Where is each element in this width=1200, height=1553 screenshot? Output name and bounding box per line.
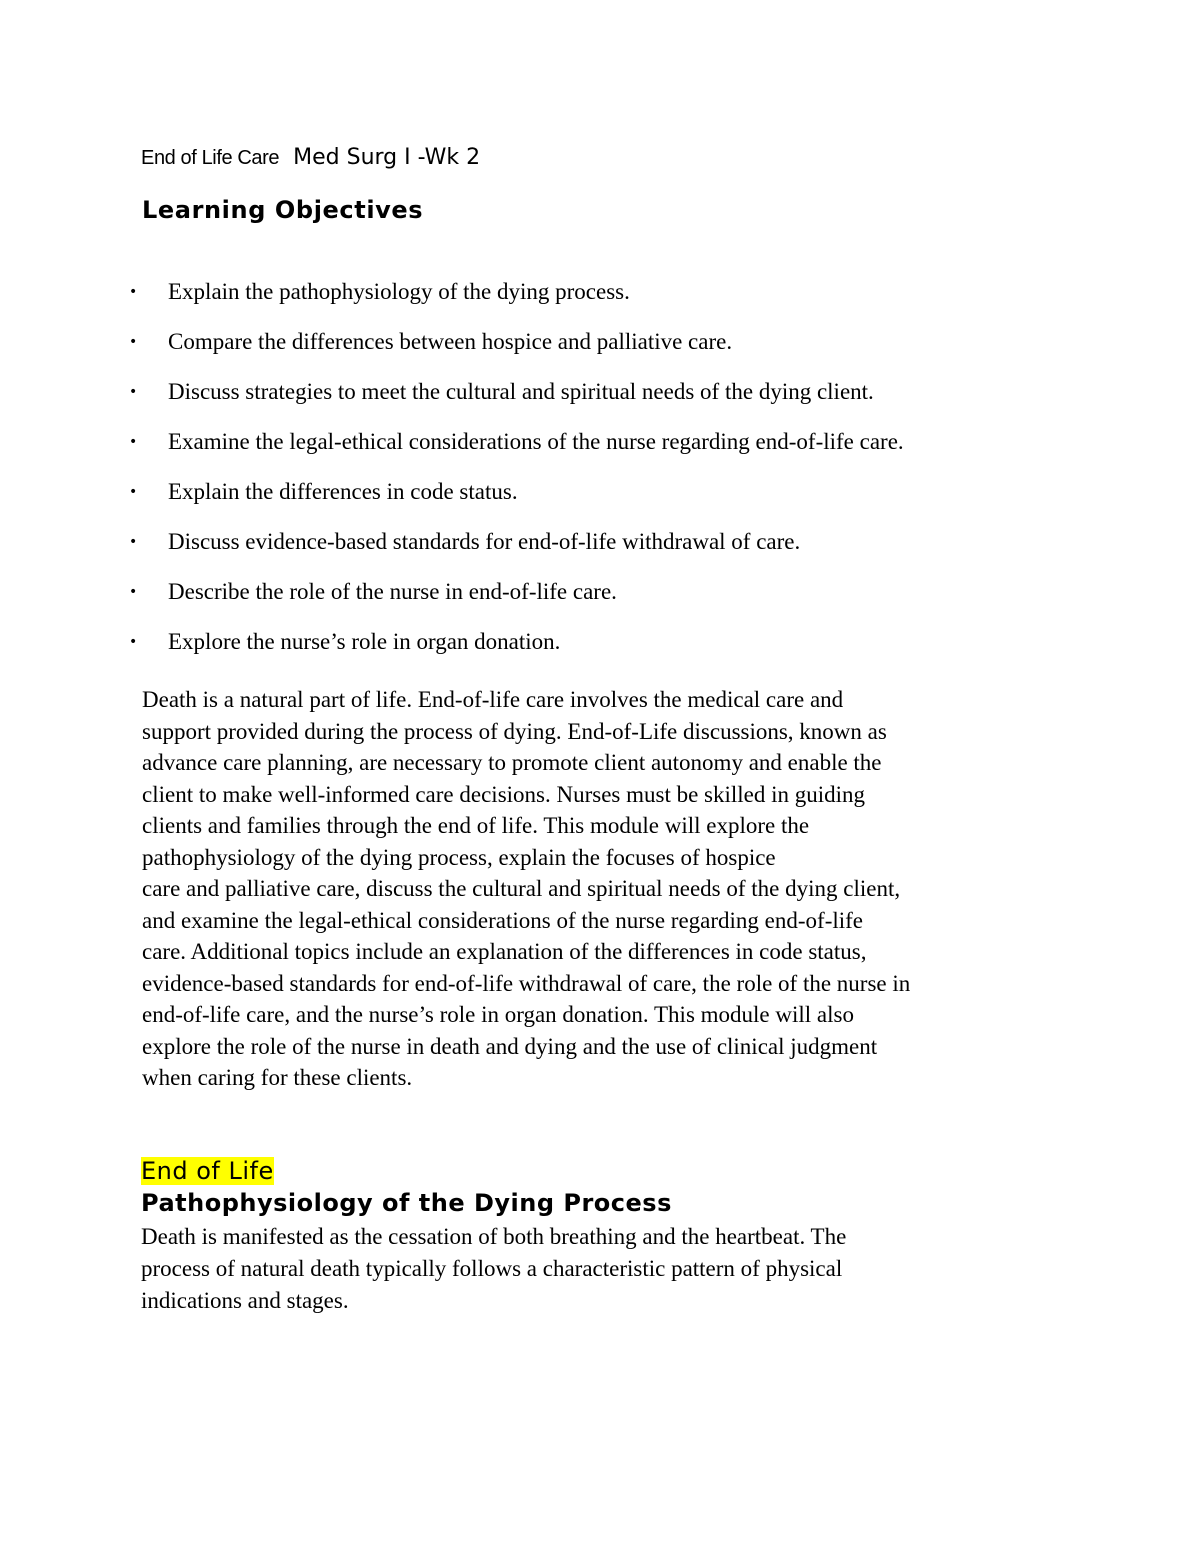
intro-paragraph [142, 684, 1072, 1094]
paragraph-line: advance care planning, are necessary to promote client autonomy and enable the [142, 750, 882, 775]
course-topic: End of Life Care [141, 147, 280, 169]
objective-text: Describe the role of the nurse in end-of-life care. [168, 579, 617, 604]
paragraph-line: end-of-life care, and the nurse’s role in organ donation. This module will also [142, 1002, 854, 1027]
course-header [141, 145, 480, 170]
bullet-icon: • [129, 384, 138, 400]
objective-item [0, 476, 1200, 526]
bullet-icon: • [129, 484, 138, 500]
objective-text: Discuss strategies to meet the cultural and spiritual needs of the dying client. [168, 379, 874, 404]
bullet-icon: • [129, 434, 138, 450]
paragraph-line: Death is a natural part of life. End-of-life care involves the medical care and [142, 687, 844, 712]
learning-objectives-heading: Learning Objectives [142, 196, 424, 224]
paragraph-line: client to make well-informed care decisions. Nurses must be skilled in guiding [142, 781, 866, 807]
bullet-icon: • [129, 634, 138, 650]
bullet-icon: • [129, 284, 138, 300]
paragraph-line: and examine the legal-ethical considerations of the nurse regarding end-of-life [142, 907, 864, 933]
bullet-icon: • [129, 334, 138, 350]
objective-item [0, 626, 1200, 676]
objective-item [0, 376, 1200, 426]
objective-text: Explore the nurse’s role in organ donation. [168, 629, 561, 654]
paragraph-line: indications and stages. [141, 1288, 349, 1313]
objective-text: Discuss evidence-based standards for end-of-life withdrawal of care. [168, 529, 801, 554]
objective-item [0, 276, 1200, 326]
objective-item [0, 426, 1200, 476]
section-body-paragraph [141, 1221, 1071, 1317]
objective-item [0, 526, 1200, 576]
paragraph-line: process of natural death typically follows a characteristic pattern of physical [141, 1256, 843, 1281]
paragraph-line: care. Additional topics include an explanation of the differences in code status, [142, 939, 867, 964]
highlighted-section-title: End of Life [141, 1157, 274, 1185]
paragraph-line: pathophysiology of the dying process, explain the focuses of hospice [142, 844, 776, 870]
paragraph-line: evidence-based standards for end-of-life withdrawal of care, the role of the nurse in [142, 970, 911, 996]
objective-item [0, 326, 1200, 376]
paragraph-line: support provided during the process of dying. End-of-Life discussions, known as [142, 718, 887, 744]
course-week: Med Surg I -Wk 2 [293, 145, 481, 170]
paragraph-line: when caring for these clients. [142, 1065, 413, 1090]
paragraph-line: care and palliative care, discuss the cultural and spiritual needs of the dying client, [142, 876, 901, 901]
learning-objectives-list [0, 276, 1200, 676]
bullet-icon: • [129, 584, 138, 600]
paragraph-line: explore the role of the nurse in death and dying and the use of clinical judgment [142, 1033, 878, 1059]
objective-text: Examine the legal-ethical considerations of the nurse regarding end-of-life care. [168, 429, 904, 454]
objective-text: Compare the differences between hospice and palliative care. [168, 329, 733, 354]
section-heading [141, 1155, 274, 1187]
paragraph-line: clients and families through the end of life. This module will explore the [142, 813, 810, 838]
objective-text: Explain the differences in code status. [168, 479, 518, 504]
bullet-icon: • [129, 534, 138, 550]
section-subheading: Pathophysiology of the Dying Process [141, 1189, 672, 1217]
objective-item [0, 576, 1200, 626]
paragraph-line: Death is manifested as the cessation of both breathing and the heartbeat. The [141, 1224, 847, 1249]
objective-text: Explain the pathophysiology of the dying process. [168, 279, 630, 304]
